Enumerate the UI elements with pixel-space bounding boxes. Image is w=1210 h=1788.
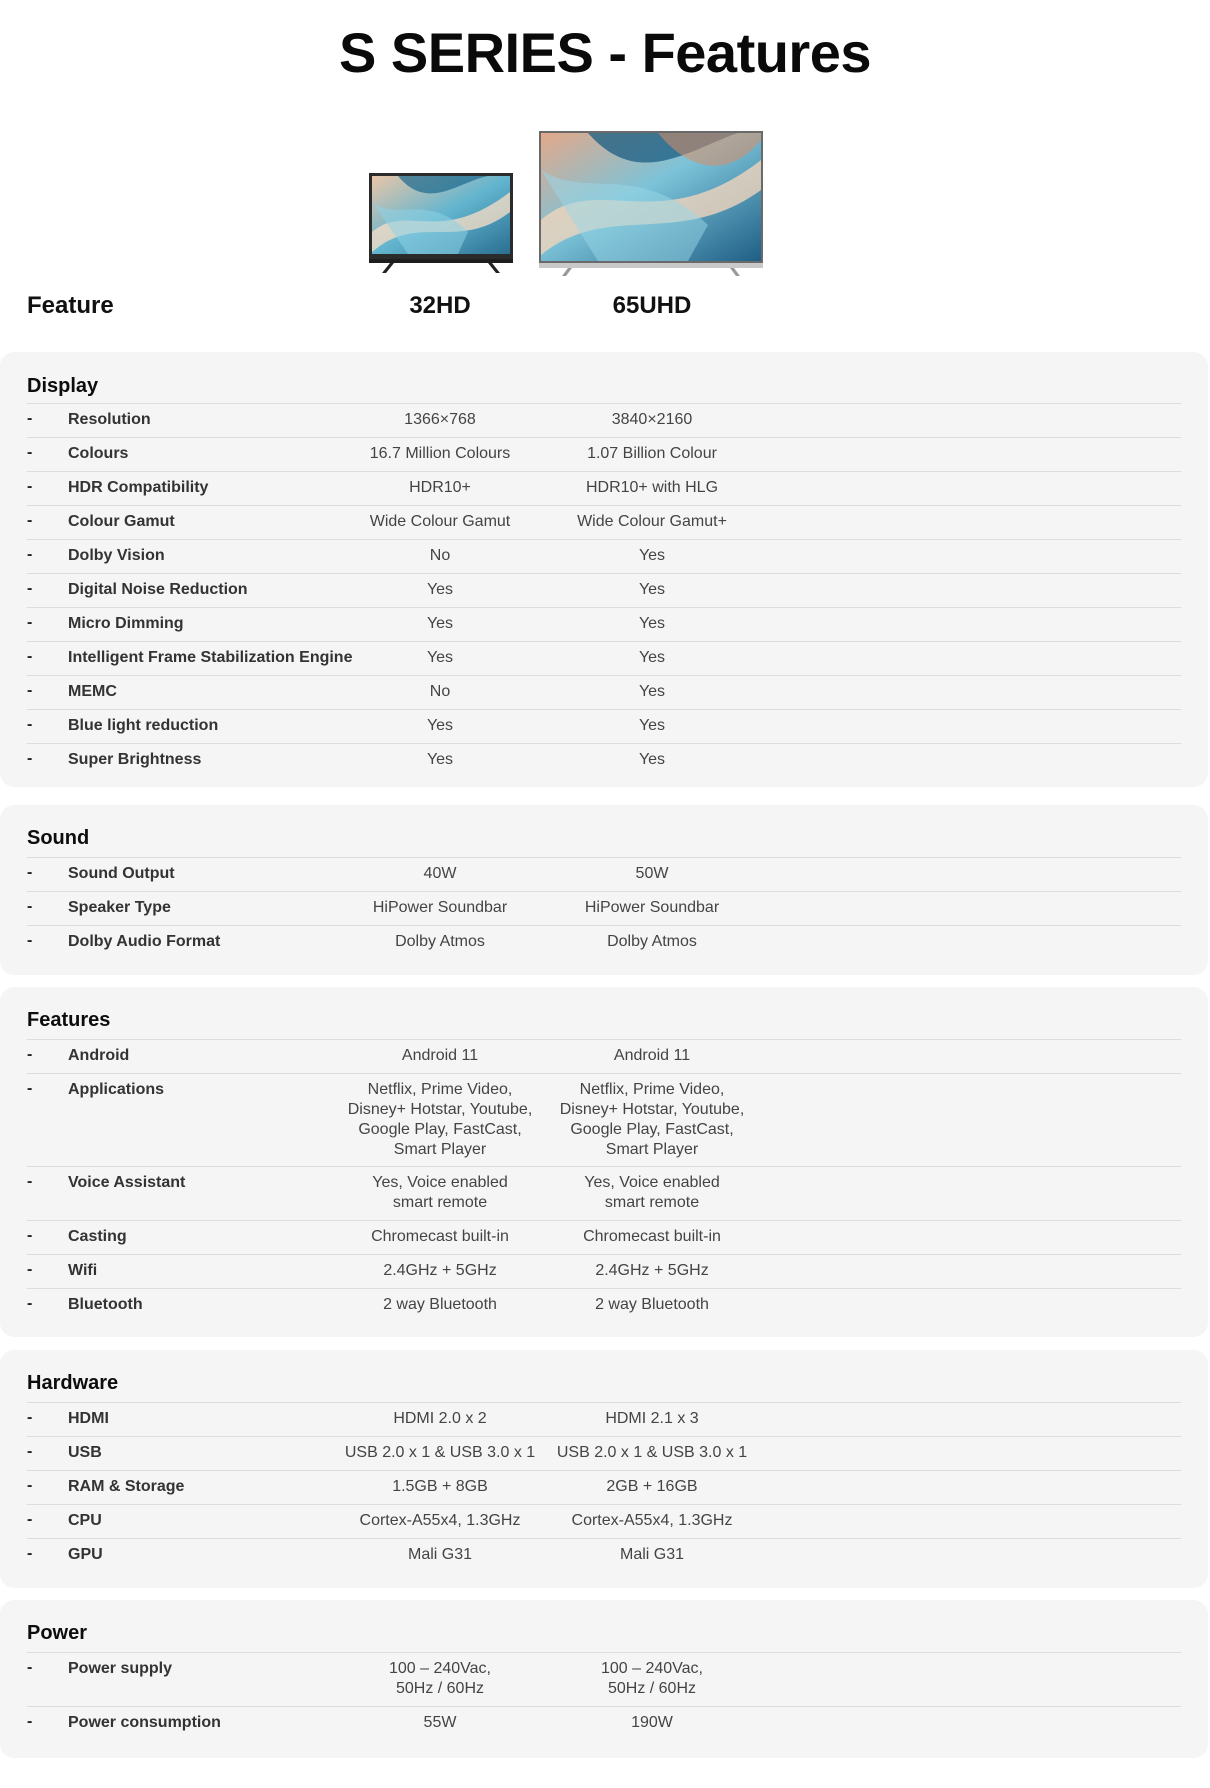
row-value-32hd: Yes: [426, 581, 454, 598]
row-value-65uhd: Yes: [638, 751, 666, 768]
row-value-32hd: Wide Colour Gamut: [369, 513, 511, 530]
row-dash: -: [27, 1477, 33, 1494]
section-hardware: [0, 1350, 1208, 1588]
row-value-32hd: Dolby Atmos: [395, 933, 485, 950]
row-dash: -: [27, 512, 33, 529]
row-value-65uhd: Dolby Atmos: [607, 933, 697, 950]
row-value-32hd: Yes, Voice enabled smart remote: [372, 1174, 508, 1211]
row-value-65uhd: 50W: [635, 865, 669, 882]
row-dash: -: [27, 1713, 33, 1730]
row-value-65uhd: Wide Colour Gamut+: [577, 513, 727, 530]
row-dash: -: [27, 932, 33, 949]
row-value-32hd: Yes: [426, 649, 454, 666]
table-row: [27, 403, 1181, 437]
row-value-32hd: USB 2.0 x 1 & USB 3.0 x 1: [344, 1444, 536, 1461]
section-title: Power: [27, 1622, 88, 1644]
section-title: Features: [27, 1009, 111, 1031]
table-row: [27, 1166, 1181, 1220]
row-dash: -: [27, 750, 33, 767]
row-value-65uhd: 2.4GHz + 5GHz: [595, 1262, 709, 1279]
row-label: Android: [68, 1047, 130, 1064]
row-value-65uhd: Yes: [638, 547, 666, 564]
row-label: Dolby Vision: [68, 547, 165, 564]
row-value-32hd: 1.5GB + 8GB: [392, 1478, 488, 1495]
row-dash: -: [27, 1227, 33, 1244]
row-label: HDR Compatibility: [68, 479, 209, 496]
row-label: HDMI: [68, 1410, 109, 1427]
row-value-32hd: 16.7 Million Colours: [369, 445, 511, 462]
row-value-32hd: 2 way Bluetooth: [383, 1296, 497, 1313]
row-dash: -: [27, 1511, 33, 1528]
row-dash: -: [27, 1295, 33, 1312]
row-value-65uhd: 3840×2160: [611, 411, 693, 428]
table-row: [27, 539, 1181, 573]
row-dash: -: [27, 1046, 33, 1063]
row-value-65uhd: 100 – 240Vac, 50Hz / 60Hz: [600, 1660, 703, 1697]
table-row: [27, 1220, 1181, 1254]
table-row: [27, 1436, 1181, 1470]
row-value-65uhd: 2GB + 16GB: [606, 1478, 698, 1495]
row-value-32hd: 55W: [423, 1714, 457, 1731]
row-value-65uhd: Mali G31: [619, 1546, 685, 1563]
model-65uhd-header: 65UHD: [612, 292, 692, 319]
row-value-32hd: Yes: [426, 717, 454, 734]
table-row: [27, 505, 1181, 539]
page-title: S SERIES - Features: [338, 21, 871, 84]
row-label: Power supply: [68, 1660, 173, 1677]
row-dash: -: [27, 898, 33, 915]
row-value-65uhd: 1.07 Billion Colour: [587, 445, 717, 462]
row-label: Micro Dimming: [68, 615, 184, 632]
row-value-65uhd: Yes: [638, 581, 666, 598]
row-value-65uhd: Yes: [638, 649, 666, 666]
row-dash: -: [27, 1545, 33, 1562]
row-dash: -: [27, 580, 33, 597]
table-row: [27, 1652, 1181, 1706]
row-label: Sound Output: [68, 865, 175, 882]
row-value-32hd: Netflix, Prime Video, Disney+ Hotstar, Youtube, Google Play, FastCast, Smart Player: [347, 1081, 533, 1158]
row-value-65uhd: 190W: [631, 1714, 673, 1731]
row-dash: -: [27, 478, 33, 495]
row-value-65uhd: HDMI 2.1 x 3: [605, 1410, 699, 1427]
row-dash: -: [27, 1443, 33, 1460]
table-row: [27, 607, 1181, 641]
table-row: [27, 743, 1181, 777]
section-title: Display: [27, 375, 99, 397]
row-label: Colour Gamut: [68, 513, 175, 530]
row-value-65uhd: HiPower Soundbar: [584, 899, 720, 916]
row-dash: -: [27, 1261, 33, 1278]
row-value-65uhd: 2 way Bluetooth: [595, 1296, 709, 1313]
table-row: [27, 1470, 1181, 1504]
row-label: Colours: [68, 445, 129, 462]
row-dash: -: [27, 1173, 33, 1190]
row-label: Casting: [68, 1228, 127, 1245]
row-value-32hd: No: [429, 683, 451, 700]
table-row: [27, 573, 1181, 607]
row-value-65uhd: Android 11: [613, 1047, 691, 1064]
table-row: [27, 1288, 1181, 1322]
row-value-65uhd: Yes: [638, 717, 666, 734]
feature-column-header: Feature: [27, 292, 114, 319]
row-dash: -: [27, 864, 33, 881]
section-features: [0, 987, 1208, 1337]
row-dash: -: [27, 1659, 33, 1676]
row-label: Dolby Audio Format: [68, 933, 221, 950]
table-row: [27, 471, 1181, 505]
table-row: [27, 1504, 1181, 1538]
row-value-32hd: 40W: [423, 865, 457, 882]
row-label: MEMC: [68, 683, 117, 700]
section-display: [0, 352, 1208, 787]
row-value-32hd: Mali G31: [407, 1546, 473, 1563]
model-32hd-header: 32HD: [409, 292, 471, 319]
row-value-32hd: Cortex-A55x4, 1.3GHz: [359, 1512, 521, 1529]
row-label: Intelligent Frame Stabilization Engine: [68, 649, 353, 666]
row-label: Blue light reduction: [68, 717, 219, 734]
row-value-65uhd: HDR10+ with HLG: [585, 479, 719, 496]
row-label: CPU: [68, 1512, 102, 1529]
table-row: [27, 1073, 1181, 1166]
table-row: [27, 709, 1181, 743]
row-dash: -: [27, 614, 33, 631]
row-label: Voice Assistant: [68, 1174, 186, 1191]
row-label: Applications: [68, 1081, 165, 1098]
row-value-32hd: Chromecast built-in: [371, 1228, 509, 1245]
row-value-65uhd: Netflix, Prime Video, Disney+ Hotstar, Youtube, Google Play, FastCast, Smart Player: [559, 1081, 745, 1158]
table-row: [27, 891, 1181, 925]
table-row: [27, 1039, 1181, 1073]
row-dash: -: [27, 410, 33, 427]
table-row: [27, 675, 1181, 709]
row-value-32hd: No: [429, 547, 451, 564]
section-power: [0, 1600, 1208, 1758]
row-value-32hd: 2.4GHz + 5GHz: [383, 1262, 497, 1279]
row-label: Super Brightness: [68, 751, 202, 768]
row-dash: -: [27, 682, 33, 699]
row-label: Digital Noise Reduction: [68, 581, 248, 598]
row-value-32hd: HiPower Soundbar: [372, 899, 508, 916]
tv-32hd-image: [368, 172, 514, 274]
row-label: Wifi: [68, 1262, 98, 1279]
table-row: [27, 641, 1181, 675]
row-dash: -: [27, 1409, 33, 1426]
tv-65uhd-image: [538, 130, 764, 277]
table-row: [27, 857, 1181, 891]
section-sound: [0, 805, 1208, 975]
row-label: GPU: [68, 1546, 103, 1563]
row-label: Speaker Type: [68, 899, 171, 916]
row-value-32hd: Android 11: [401, 1047, 479, 1064]
table-row: [27, 1402, 1181, 1436]
row-value-32hd: 1366×768: [404, 411, 476, 428]
row-value-32hd: 100 – 240Vac, 50Hz / 60Hz: [388, 1660, 491, 1697]
row-value-65uhd: Cortex-A55x4, 1.3GHz: [571, 1512, 733, 1529]
row-value-32hd: HDMI 2.0 x 2: [393, 1410, 487, 1427]
section-title: Sound: [27, 827, 90, 849]
row-value-32hd: HDR10+: [409, 479, 471, 496]
row-label: Resolution: [68, 411, 151, 428]
row-label: Bluetooth: [68, 1296, 143, 1313]
table-row: [27, 925, 1181, 959]
row-label: Power consumption: [68, 1714, 221, 1731]
row-dash: -: [27, 444, 33, 461]
row-value-32hd: Yes: [426, 615, 454, 632]
row-dash: -: [27, 716, 33, 733]
table-row: [27, 1706, 1181, 1740]
table-row: [27, 1538, 1181, 1572]
row-value-65uhd: Chromecast built-in: [583, 1228, 721, 1245]
row-value-65uhd: Yes: [638, 615, 666, 632]
row-value-65uhd: USB 2.0 x 1 & USB 3.0 x 1: [556, 1444, 748, 1461]
row-dash: -: [27, 648, 33, 665]
table-row: [27, 1254, 1181, 1288]
row-value-65uhd: Yes, Voice enabled smart remote: [584, 1174, 720, 1211]
row-label: USB: [68, 1444, 102, 1461]
row-value-32hd: Yes: [426, 751, 454, 768]
table-row: [27, 437, 1181, 471]
row-label: RAM & Storage: [68, 1478, 185, 1495]
row-value-65uhd: Yes: [638, 683, 666, 700]
section-title: Hardware: [27, 1372, 119, 1394]
row-dash: -: [27, 546, 33, 563]
row-dash: -: [27, 1080, 33, 1097]
